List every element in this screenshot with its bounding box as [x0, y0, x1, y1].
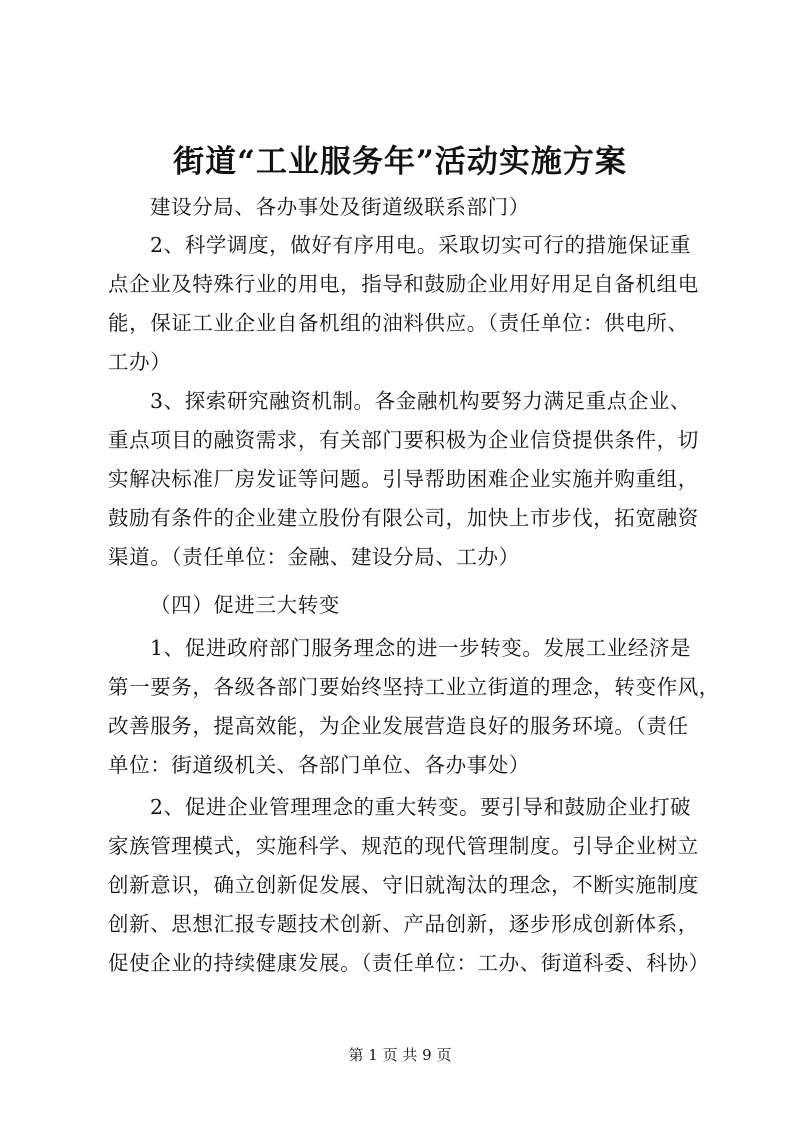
- body-line: 促使企业的持续健康发展。（责任单位：工办、街道科委、科协）: [108, 951, 710, 975]
- body-line: 工办）: [108, 350, 172, 374]
- body-line: 2、科学调度，做好有序用电。采取切实可行的措施保证重: [150, 233, 692, 257]
- body-line: 鼓励有条件的企业建立股份有限公司，加快上市步伐，拓宽融资: [108, 506, 699, 530]
- body-line: 创新意识，确立创新促发展、守旧就淘汰的理念，不断实施制度: [108, 873, 699, 897]
- body-line: 3、探索研究融资机制。各金融机构要努力满足重点企业、: [150, 389, 692, 413]
- body-line: 点企业及特殊行业的用电，指导和鼓励企业用好用足自备机组电: [108, 272, 699, 296]
- body-line: 2、促进企业管理理念的重大转变。要引导和鼓励企业打破: [150, 795, 692, 819]
- body-line: 家族管理模式，实施科学、规范的现代管理制度。引导企业树立: [108, 834, 699, 858]
- page-number-footer: 第 1 页 共 9 页: [348, 1046, 452, 1064]
- body-line: 渠道。（责任单位：金融、建设分局、工办）: [108, 545, 520, 569]
- body-line: 改善服务，提高效能，为企业发展营造良好的服务环境。（责任: [108, 714, 689, 738]
- body-line: 重点项目的融资需求，有关部门要积极为企业信贷提供条件，切: [108, 428, 699, 452]
- body-line: 创新、思想汇报专题技术创新、产品创新，逐步形成创新体系，: [108, 912, 699, 936]
- body-line: 1、促进政府部门服务理念的进一步转变。发展工业经济是: [150, 636, 692, 660]
- body-line: 建设分局、各办事处及街道级联系部门）: [150, 195, 530, 219]
- document-title: 街道“工业服务年”活动实施方案: [173, 144, 627, 180]
- section-heading: （四）促进三大转变: [150, 593, 340, 617]
- body-line: 能，保证工业企业自备机组的油料供应。（责任单位：供电所、: [108, 311, 689, 335]
- body-line: 单位：街道级机关、各部门单位、各办事处）: [108, 753, 530, 777]
- body-line: 第一要务，各级各部门要始终坚持工业立街道的理念，转变作风，: [108, 675, 720, 699]
- body-line: 实解决标准厂房发证等问题。引导帮助困难企业实施并购重组，: [108, 467, 699, 491]
